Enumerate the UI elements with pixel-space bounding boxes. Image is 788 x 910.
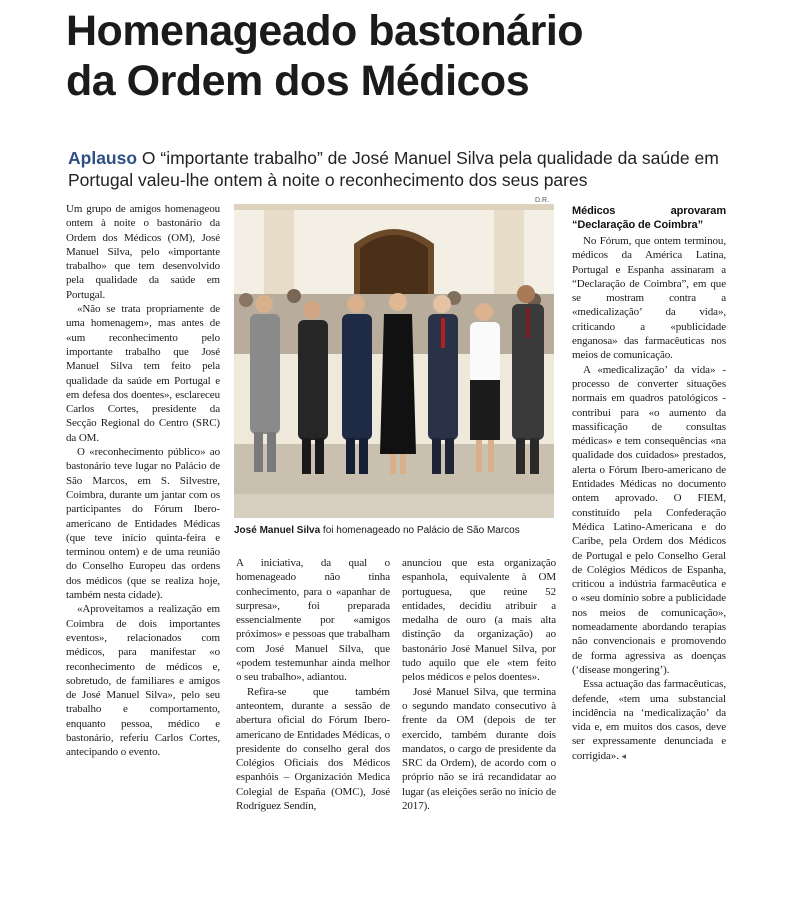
paragraph	[572, 677, 726, 763]
photo-credit: D.R.	[535, 197, 549, 204]
caption-text: foi homenageado no Palácio de São Marcos	[320, 525, 520, 536]
article-photo	[234, 204, 554, 518]
column-2	[236, 556, 390, 813]
caption-name: José Manuel Silva	[234, 525, 321, 536]
column-4	[572, 204, 726, 763]
paragraph: A iniciativa, da qual o homenageado não tinha conhecimento, para o «apanhar de surpresa», foi preparada essencialmente por «amigos próximos» e pessoas que trabalham com José Manuel Silva, que «podem testemunhar ainda melhor o seu trabalho», adiantou.	[236, 557, 390, 684]
paragraph-text: Essa actuação das farmacêuticas, defende, «tem uma substancial incidência na ‘medicalização’ da vida e, em muitos dos casos, deve ser expressamente denunciada e corrigida».	[572, 678, 726, 762]
lead-kicker: Aplauso	[68, 148, 138, 168]
headline-line-1: Homenageado bastonário	[66, 7, 584, 55]
paragraph: «Não se trata propriamente de uma homenagem», mas antes de «um reconhecimento pelo importante trabalho que José Manuel Silva tem feito pela qualidade da saúde em Portugal e em defesa dos doentes», esclareceu Carlos Cortes, presidente da Secção Regional do Centro (SRC) da OM.	[66, 303, 220, 444]
paragraph: No Fórum, que ontem terminou, médicos da América Latina, Portugal e Espanha assinaram a “Declaração de Coimbra”, em que se mostram contra a «medicalização’ da vida», criticando a «publicidade enganosa» das farmacêuticas nos meios de comunicação.	[572, 235, 726, 362]
group-photo-illustration	[234, 204, 554, 518]
lead-paragraph	[68, 147, 784, 191]
column-1	[66, 202, 220, 760]
paragraph: anunciou que esta organização espanhola, equivalente à OM portuguesa, que reúne 52 entidades, decidiu atribuir a medalha de ouro (a mais alta distinção da organização) ao bastonário José Manuel Silva, por tudo aquilo que ele «tem feito pelos médicos e pelos doentes».	[402, 557, 556, 684]
headline	[66, 6, 782, 106]
headline-line-2: da Ordem dos Médicos	[66, 57, 530, 105]
paragraph: José Manuel Silva, que termina o segundo mandato consecutivo à frente da OM (depois de ter exercido, também durante dois mandatos, o cargo de presidente da SRC da Ordem), de acordo com o próprio não se irá recandidatar ao lugar (as eleições serão no início de 2017).	[402, 685, 556, 813]
paragraph: O «reconhecimento público» ao bastonário teve lugar no Palácio de São Marcos, em S. Silvestre, Coimbra, durante um jantar com os participantes do Fórum Ibero-americano de Entidades Médicas (que teve início quinta-feira e terminou ontem) e de uma reunião do Conselho Europeu das ordens dos médicos (que se realiza hoje, também nesta cidade).	[66, 446, 220, 602]
photo-caption	[234, 524, 564, 537]
paragraph: Refira-se que também anteontem, durante a sessão de abertura oficial do Fórum Ibero-americano de Entidades Médicas, o presidente do conselho geral dos Colégios Oficiais dos Médicos espanhóis – Organización Medica Colegial de España (OMC), José Rodríguez Sendín,	[236, 685, 390, 813]
paragraph: Um grupo de amigos homenageou ontem à noite o bastonário da Ordem dos Médicos (OM), José Manuel Silva, pelo «importante trabalho» que tem desenvolvido pela qualidade da saúde em Portugal.	[66, 203, 220, 301]
lead-text: O “importante trabalho” de José Manuel Silva pela qualidade da saúde em Portugal valeu-lhe ontem à noite o reconhecimento dos seus pares	[68, 148, 719, 190]
column-3	[402, 556, 556, 813]
paragraph: «Aproveitamos a realização em Coimbra de dois importantes eventos», relacionados com médicos, para manifestar «o reconhecimento de médicos e, sobretudo, de familiares e amigos de José Manuel Silva», pelo seu trabalho e comportamento, enquanto pessoa, médico e bastonário, referiu Carlos Cortes, antecipando o evento.	[66, 603, 220, 759]
end-mark-icon: ◂	[621, 750, 626, 761]
sidebar-subheading: Médicos aprovaram “Declaração de Coimbra”	[572, 205, 726, 231]
paragraph: A «medicalização’ da vida» - processo de converter situações normais em quadros patológicos - contribui para «o aumento da massificação de consultas médicas» e tem consequências «na qualidade dos cuidados» prestados, alerta o Fórum Ibero-americano de Entidades Médicas no documento ontem aprovado. O FIEM, constituído pela Confederação Médica Latino-Americana e do Caribe, pela Ordem dos Médicos de Portugal e pelo Conselho Geral de Colégios Médicos de Espanha, criticou a indústria farmacêutica e o «seu domínio sobre a publicidade nos meios de comunicação», nomeadamente abordando terapias não convencionais e promovendo de forma agressiva as doenças (‘disease mongering’).	[572, 363, 726, 676]
